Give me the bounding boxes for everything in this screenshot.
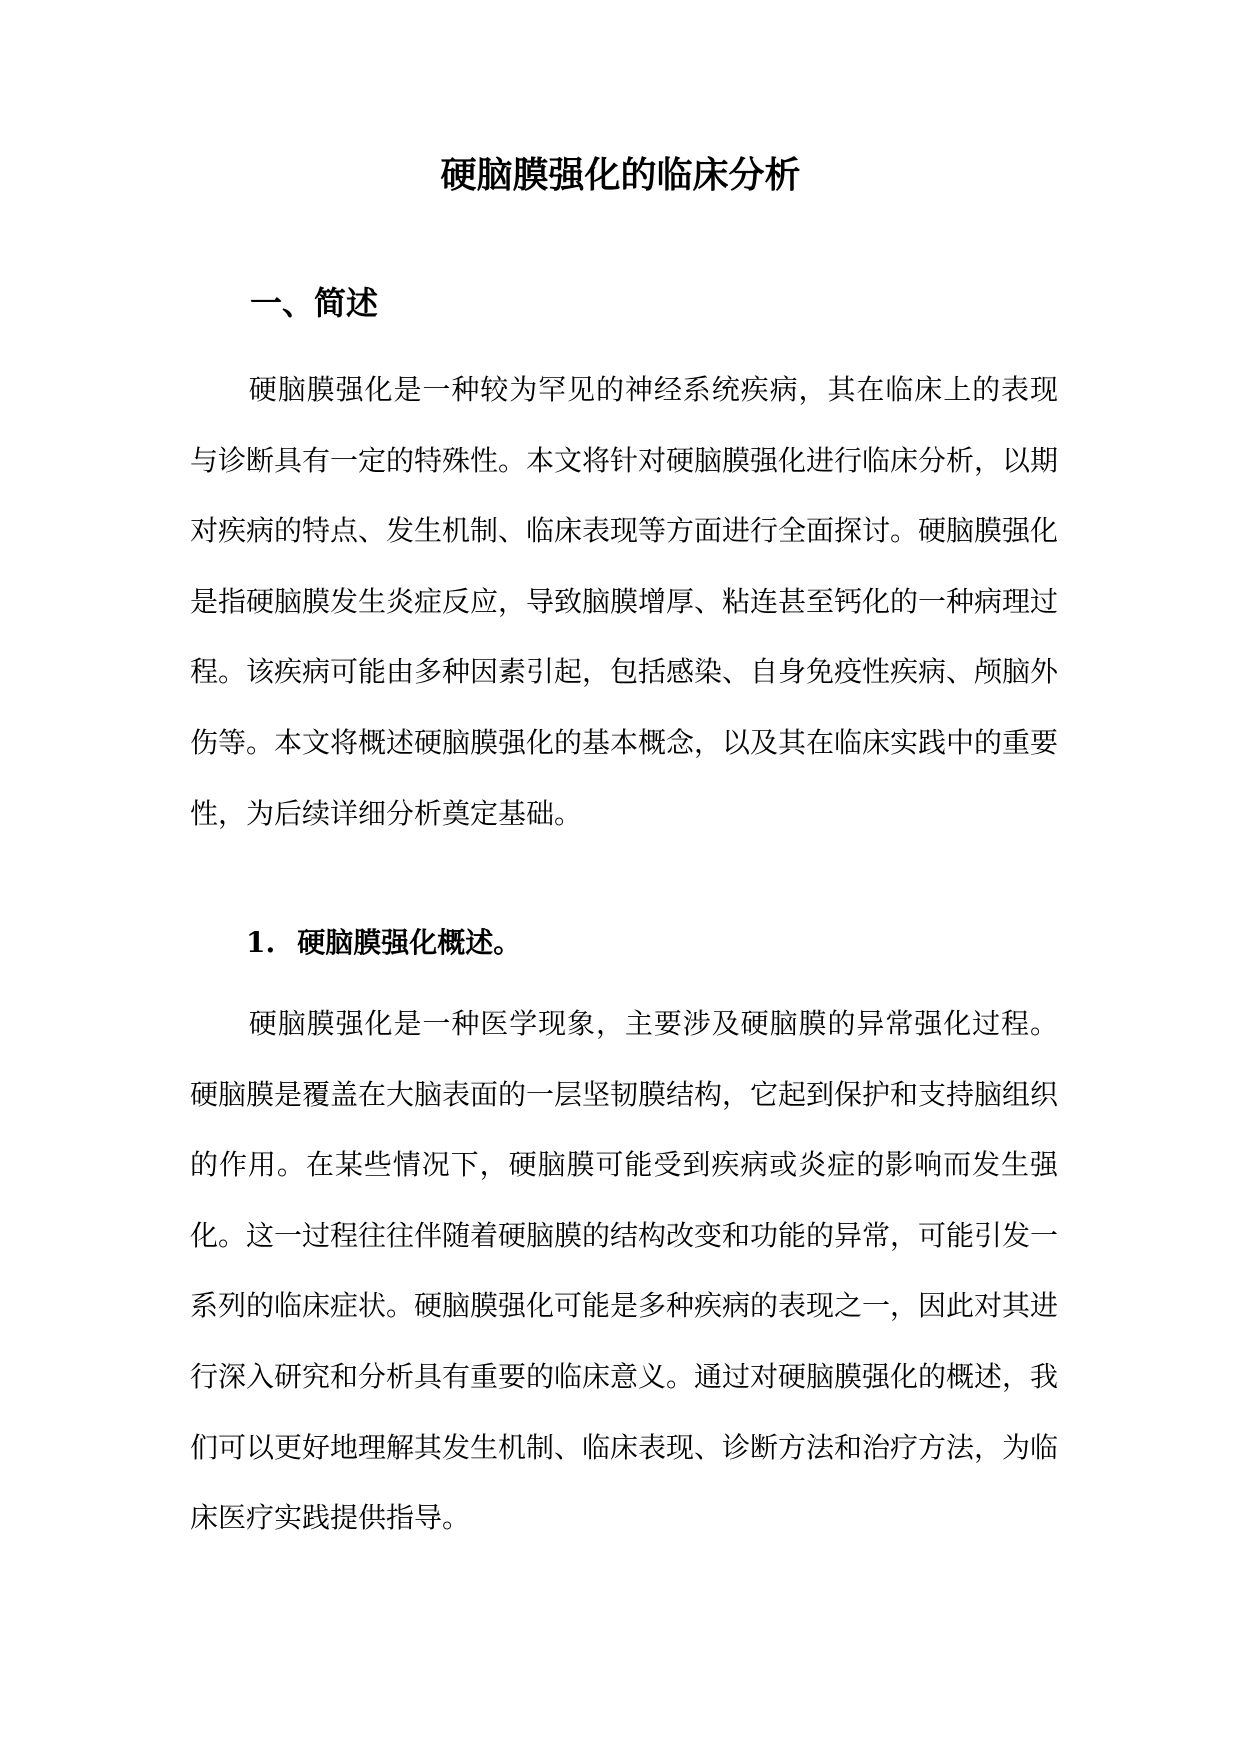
subsection-heading: [246, 920, 521, 966]
overview-paragraph: 硬脑膜强化是一种医学现象，主要涉及硬脑膜的异常强化过程。硬脑膜是覆盖在大脑表面的一层坚韧膜结构，它起到保护和支持脑组织的作用。在某些情况下，硬脑膜可能受到疾病或炎症的影响而发生强化。这一过程往往伴随着硬脑膜的结构改变和功能的异常，可能引发一系列的临床症状。硬脑膜强化可能是多种疾病的表现之一，因此对其进行深入研究和分析具有重要的临床意义。通过对硬脑膜强化的概述，我们可以更好地理解其发生机制、临床表现、诊断方法和治疗方法，为临床医疗实践提供指导。: [190, 1007, 1059, 1535]
document-title: 硬脑膜强化的临床分析: [440, 155, 801, 196]
intro-paragraph: 硬脑膜强化是一种较为罕见的神经系统疾病，其在临床上的表现与诊断具有一定的特殊性。本文将针对硬脑膜强化进行临床分析，以期对疾病的特点、发生机制、临床表现等方面进行全面探讨。硬脑膜强化是指硬脑膜发生炎症反应，导致脑膜增厚、粘连甚至钙化的一种病理过程。该疾病可能由多种因素引起，包括感染、自身免疫性疾病、颅脑外伤等。本文将概述硬脑膜强化的基本概念，以及其在临床实践中的重要性，为后续详细分析奠定基础。: [190, 373, 1059, 830]
subsection-number: 1.: [246, 926, 276, 959]
subsection-title: 硬脑膜强化概述。: [297, 926, 522, 959]
section-heading: 一、简述: [250, 284, 379, 322]
